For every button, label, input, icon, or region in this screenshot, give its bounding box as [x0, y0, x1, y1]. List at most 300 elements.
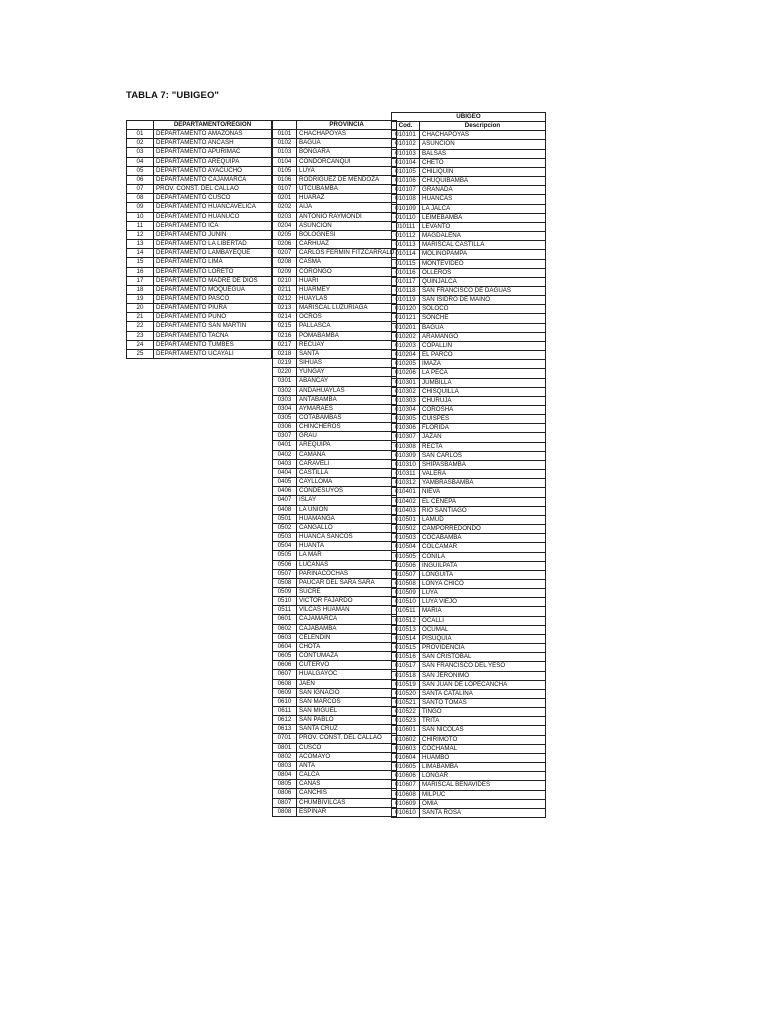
ubigeo-row-code: 010311	[392, 470, 420, 479]
ubigeo-row-code: 010106	[392, 177, 420, 186]
provincia-row-name: CAJAMARCA	[297, 615, 397, 624]
departamento-row-name: DEPARTAMENTO AYACUCHO	[154, 166, 272, 175]
provincia-row-name: HUAMANGA	[297, 514, 397, 523]
ubigeo-row-code: 010603	[392, 744, 420, 753]
ubigeo-row-name: SAN FRANCISCO DEL YESO	[420, 662, 546, 671]
ubigeo-row	[392, 616, 546, 625]
provincia-row	[273, 441, 397, 450]
ubigeo-row-code: 010312	[392, 479, 420, 488]
provincia-row-name: SAN PABLO	[297, 716, 397, 725]
provincia-row-name: BAGUA	[297, 139, 397, 148]
provincia-row	[273, 761, 397, 770]
provincia-row-code: 0217	[273, 340, 297, 349]
provincia-row	[273, 523, 397, 532]
provincia-row	[273, 807, 397, 816]
departamento-row-name: DEPARTAMENTO UCAYALI	[154, 349, 272, 358]
provincia-row-name: CAJABAMBA	[297, 624, 397, 633]
provincia-row-code: 0502	[273, 523, 297, 532]
provincia-row-code: 0209	[273, 267, 297, 276]
ubigeo-row-code: 010302	[392, 387, 420, 396]
departamento-row	[127, 249, 272, 258]
ubigeo-row-name: SAN FRANCISCO DE DAGUAS	[420, 286, 546, 295]
departamento-row-name: PROV. CONST. DEL CALLAO	[154, 185, 272, 194]
ubigeo-row-name: PISUQUIA	[420, 634, 546, 643]
ubigeo-row-code: 010118	[392, 286, 420, 295]
ubigeo-row-code: 010202	[392, 332, 420, 341]
provincia-row-code: 0804	[273, 771, 297, 780]
provincia-row	[273, 386, 397, 395]
ubigeo-row-name: JAZAN	[420, 433, 546, 442]
ubigeo-row-name: LONGAR	[420, 772, 546, 781]
provincia-row-code: 0218	[273, 349, 297, 358]
ubigeo-row-name: LUYA	[420, 589, 546, 598]
ubigeo-row	[392, 415, 546, 424]
departamento-row	[127, 285, 272, 294]
provincia-row-name: SUCRE	[297, 587, 397, 596]
ubigeo-row	[392, 708, 546, 717]
provincia-row-name: ACOMAYO	[297, 752, 397, 761]
ubigeo-row-name: COCHAMAL	[420, 744, 546, 753]
departamento-row-code: 23	[127, 331, 154, 340]
provincia-row-code: 0608	[273, 679, 297, 688]
ubigeo-row	[392, 305, 546, 314]
provincia-row-name: ANTA	[297, 761, 397, 770]
ubigeo-row	[392, 772, 546, 781]
ubigeo-row	[392, 149, 546, 158]
ubigeo-row-name: COROSHA	[420, 406, 546, 415]
provincia-row-name: PALLASCA	[297, 322, 397, 331]
provincia-row-name: MARISCAL LUZURIAGA	[297, 304, 397, 313]
ubigeo-row-name: SAN JERONIMO	[420, 671, 546, 680]
provincia-row-name: ESPINAR	[297, 807, 397, 816]
provincia-row	[273, 130, 397, 139]
ubigeo-row-code: 010109	[392, 204, 420, 213]
departamento-row-name: DEPARTAMENTO LAMBAYEQUE	[154, 249, 272, 258]
departamento-row-name: DEPARTAMENTO LORETO	[154, 267, 272, 276]
ubigeo-row-code: 010105	[392, 167, 420, 176]
departamento-row-name: DEPARTAMENTO TUMBES	[154, 340, 272, 349]
provincia-row-code: 0105	[273, 166, 297, 175]
departamento-row-code: 02	[127, 139, 154, 148]
ubigeo-row-code: 010103	[392, 149, 420, 158]
provincia-row	[273, 496, 397, 505]
provincia-row-code: 0219	[273, 359, 297, 368]
ubigeo-row-code: 010206	[392, 369, 420, 378]
provincia-row	[273, 322, 397, 331]
provincia-row-name: CHINCHEROS	[297, 423, 397, 432]
departamento-row	[127, 331, 272, 340]
provincia-row-name: CELENDIN	[297, 633, 397, 642]
provincia-row-code: 0306	[273, 423, 297, 432]
departamento-row-code: 14	[127, 249, 154, 258]
ubigeo-row-code: 010205	[392, 360, 420, 369]
departamento-row-name: DEPARTAMENTO HUANUCO	[154, 212, 272, 221]
departamento-row-code: 04	[127, 157, 154, 166]
provincia-row	[273, 652, 397, 661]
provincia-row-name: ASUNCION	[297, 221, 397, 230]
ubigeo-row	[392, 653, 546, 662]
ubigeo-row	[392, 442, 546, 451]
ubigeo-row-code: 010601	[392, 726, 420, 735]
ubigeo-row-code: 010402	[392, 497, 420, 506]
departamento-header-code	[127, 121, 154, 130]
ubigeo-row	[392, 561, 546, 570]
ubigeo-row-code: 010523	[392, 717, 420, 726]
ubigeo-row-name: SAN ISIDRO DE MAINO	[420, 296, 546, 305]
ubigeo-super-header: UBIGEO	[392, 113, 546, 122]
provincia-row-code: 0102	[273, 139, 297, 148]
ubigeo-row	[392, 158, 546, 167]
ubigeo-row-code: 010518	[392, 671, 420, 680]
provincia-row-code: 0604	[273, 642, 297, 651]
ubigeo-row	[392, 579, 546, 588]
ubigeo-row	[392, 589, 546, 598]
provincia-row	[273, 148, 397, 157]
provincia-row	[273, 313, 397, 322]
provincia-row-name: HUALGAYOC	[297, 670, 397, 679]
departamento-row-code: 11	[127, 221, 154, 230]
ubigeo-row-code: 010519	[392, 680, 420, 689]
provincia-row	[273, 716, 397, 725]
provincia-row-name: YUNGAY	[297, 368, 397, 377]
departamento-row-code: 19	[127, 294, 154, 303]
provincia-row-name: ABANCAY	[297, 377, 397, 386]
provincia-row-code: 0701	[273, 734, 297, 743]
provincia-row	[273, 752, 397, 761]
ubigeo-row-name: CONILA	[420, 552, 546, 561]
ubigeo-row-name: LONGUITA	[420, 570, 546, 579]
ubigeo-row-code: 010401	[392, 488, 420, 497]
ubigeo-row-name: MONTEVIDEO	[420, 259, 546, 268]
provincia-row	[273, 633, 397, 642]
departamento-row	[127, 194, 272, 203]
provincia-row-name: LUYA	[297, 166, 397, 175]
provincia-row	[273, 267, 397, 276]
departamento-row	[127, 230, 272, 239]
ubigeo-row-name: LAMUD	[420, 515, 546, 524]
provincia-row-name: RODRIGUEZ DE MENDOZA	[297, 175, 397, 184]
provincia-row	[273, 789, 397, 798]
ubigeo-row	[392, 195, 546, 204]
ubigeo-row	[392, 140, 546, 149]
ubigeo-row-name: SAN NICOLAS	[420, 726, 546, 735]
provincia-row-code: 0214	[273, 313, 297, 322]
provincia-row-code: 0204	[273, 221, 297, 230]
provincia-row	[273, 743, 397, 752]
departamento-table	[126, 120, 272, 359]
provincia-row-name: BONGARA	[297, 148, 397, 157]
ubigeo-row	[392, 314, 546, 323]
ubigeo-row-code: 010309	[392, 451, 420, 460]
ubigeo-row-name: SAN JUAN DE LOPECANCHA	[420, 680, 546, 689]
provincia-row-name: HUANTA	[297, 542, 397, 551]
ubigeo-row-name: SOLOCO	[420, 305, 546, 314]
provincia-row-name: CAMANA	[297, 450, 397, 459]
provincia-row-name: PROV. CONST. DEL CALLAO	[297, 734, 397, 743]
departamento-row-code: 12	[127, 230, 154, 239]
ubigeo-row-code: 010117	[392, 277, 420, 286]
provincia-row	[273, 624, 397, 633]
provincia-row-code: 0305	[273, 414, 297, 423]
ubigeo-row-code: 010510	[392, 598, 420, 607]
departamento-row	[127, 166, 272, 175]
ubigeo-row-name: SHIPASBAMBA	[420, 460, 546, 469]
provincia-row-name: HUANCA SANCOS	[297, 533, 397, 542]
provincia-row-name: CASTILLA	[297, 468, 397, 477]
ubigeo-row-code: 010516	[392, 653, 420, 662]
provincia-row-name: VICTOR FAJARDO	[297, 597, 397, 606]
ubigeo-row-code: 010116	[392, 268, 420, 277]
ubigeo-row-name: LUYA VIEJO	[420, 598, 546, 607]
departamento-row-name: DEPARTAMENTO HUANCAVELICA	[154, 203, 272, 212]
provincia-row-code: 0509	[273, 587, 297, 596]
provincia-row	[273, 285, 397, 294]
provincia-row-code: 0503	[273, 533, 297, 542]
departamento-row-code: 15	[127, 258, 154, 267]
provincia-row-code: 0220	[273, 368, 297, 377]
departamento-row	[127, 185, 272, 194]
departamento-row	[127, 276, 272, 285]
departamento-row-name: DEPARTAMENTO ANCASH	[154, 139, 272, 148]
ubigeo-row	[392, 433, 546, 442]
provincia-row	[273, 606, 397, 615]
provincia-row-code: 0801	[273, 743, 297, 752]
provincia-row-code: 0803	[273, 761, 297, 770]
provincia-row-name: CUTERVO	[297, 661, 397, 670]
provincia-row-code: 0612	[273, 716, 297, 725]
ubigeo-row-name: SAN CRISTOBAL	[420, 653, 546, 662]
provincia-row-code: 0304	[273, 404, 297, 413]
provincia-row-name: ANTABAMBA	[297, 395, 397, 404]
ubigeo-row-name: IMAZA	[420, 360, 546, 369]
provincia-row	[273, 578, 397, 587]
departamento-row-code: 13	[127, 240, 154, 249]
ubigeo-row	[392, 506, 546, 515]
provincia-row-code: 0211	[273, 285, 297, 294]
provincia-row	[273, 194, 397, 203]
ubigeo-row-code: 010305	[392, 415, 420, 424]
provincia-row	[273, 175, 397, 184]
provincia-row-code: 0606	[273, 661, 297, 670]
ubigeo-header-desc: Descripcion	[420, 122, 546, 131]
ubigeo-row-name: EL CENEPA	[420, 497, 546, 506]
ubigeo-row	[392, 186, 546, 195]
departamento-row	[127, 157, 272, 166]
provincia-row-code: 0408	[273, 505, 297, 514]
ubigeo-row-code: 010108	[392, 195, 420, 204]
departamento-row-name: DEPARTAMENTO SAN MARTIN	[154, 322, 272, 331]
ubigeo-row-code: 010301	[392, 378, 420, 387]
ubigeo-row-name: HUAMBO	[420, 753, 546, 762]
ubigeo-row-name: LEVANTO	[420, 222, 546, 231]
provincia-row	[273, 569, 397, 578]
provincia-row	[273, 212, 397, 221]
provincia-row	[273, 230, 397, 239]
ubigeo-row-code: 010101	[392, 131, 420, 140]
provincia-row-name: CALCA	[297, 771, 397, 780]
provincia-row-name: BOLOGNESI	[297, 230, 397, 239]
provincia-row-code: 0203	[273, 212, 297, 221]
ubigeo-row-name: NIEVA	[420, 488, 546, 497]
ubigeo-row	[392, 689, 546, 698]
ubigeo-row-code: 010121	[392, 314, 420, 323]
ubigeo-row-name: SAN CARLOS	[420, 451, 546, 460]
provincia-row-code: 0511	[273, 606, 297, 615]
ubigeo-row-code: 010306	[392, 424, 420, 433]
departamento-row-code: 10	[127, 212, 154, 221]
ubigeo-row-code: 010115	[392, 259, 420, 268]
departamento-row	[127, 212, 272, 221]
departamento-row	[127, 349, 272, 358]
ubigeo-row-name: OCUMAL	[420, 625, 546, 634]
ubigeo-row-name: ASUNCION	[420, 140, 546, 149]
ubigeo-row	[392, 781, 546, 790]
provincia-table	[272, 120, 397, 817]
ubigeo-row-code: 010504	[392, 543, 420, 552]
ubigeo-row-code: 010110	[392, 213, 420, 222]
departamento-row	[127, 322, 272, 331]
ubigeo-row-name: HUANCAS	[420, 195, 546, 204]
ubigeo-row-name: ARAMANGO	[420, 332, 546, 341]
departamento-row-name: DEPARTAMENTO PASCO	[154, 294, 272, 303]
ubigeo-row-code: 010521	[392, 699, 420, 708]
provincia-row-name: LA UNION	[297, 505, 397, 514]
provincia-row	[273, 642, 397, 651]
ubigeo-row-name: RECTA	[420, 442, 546, 451]
ubigeo-row	[392, 644, 546, 653]
provincia-row-name: PAUCAR DEL SARA SARA	[297, 578, 397, 587]
ubigeo-row	[392, 406, 546, 415]
departamento-row	[127, 139, 272, 148]
departamento-row-name: DEPARTAMENTO JUNIN	[154, 230, 272, 239]
provincia-row	[273, 221, 397, 230]
provincia-row	[273, 349, 397, 358]
provincia-row	[273, 423, 397, 432]
departamento-row	[127, 267, 272, 276]
ubigeo-row-name: SANTA ROSA	[420, 808, 546, 817]
provincia-row	[273, 725, 397, 734]
ubigeo-row	[392, 790, 546, 799]
ubigeo-row-name: BAGUA	[420, 323, 546, 332]
departamento-row-name: DEPARTAMENTO TACNA	[154, 331, 272, 340]
provincia-row	[273, 697, 397, 706]
provincia-row-code: 0210	[273, 276, 297, 285]
provincia-row-code: 0404	[273, 468, 297, 477]
departamento-row-code: 03	[127, 148, 154, 157]
ubigeo-row	[392, 451, 546, 460]
provincia-row-code: 0213	[273, 304, 297, 313]
ubigeo-row-name: SANTA CATALINA	[420, 689, 546, 698]
provincia-row	[273, 395, 397, 404]
ubigeo-row	[392, 680, 546, 689]
ubigeo-row	[392, 213, 546, 222]
provincia-row-name: COTABAMBAS	[297, 414, 397, 423]
provincia-row-name: CONDORCANQUI	[297, 157, 397, 166]
ubigeo-row-code: 010513	[392, 625, 420, 634]
ubigeo-row-code: 010107	[392, 186, 420, 195]
provincia-row	[273, 551, 397, 560]
ubigeo-row-name: FLORIDA	[420, 424, 546, 433]
provincia-row-code: 0609	[273, 688, 297, 697]
ubigeo-row	[392, 378, 546, 387]
ubigeo-row-code: 010609	[392, 799, 420, 808]
provincia-row-name: SANTA CRUZ	[297, 725, 397, 734]
ubigeo-row-code: 010114	[392, 250, 420, 259]
provincia-row	[273, 139, 397, 148]
ubigeo-table	[391, 112, 546, 818]
provincia-row-name: CANGALLO	[297, 523, 397, 532]
provincia-row-name: CHACHAPOYAS	[297, 130, 397, 139]
departamento-row	[127, 203, 272, 212]
provincia-row-code: 0101	[273, 130, 297, 139]
provincia-row-name: HUARAZ	[297, 194, 397, 203]
ubigeo-row-name: QUINJALCA	[420, 277, 546, 286]
provincia-row-name: LA MAR	[297, 551, 397, 560]
ubigeo-row	[392, 662, 546, 671]
ubigeo-row-name: OMIA	[420, 799, 546, 808]
provincia-row-name: SAN IGNACIO	[297, 688, 397, 697]
provincia-row-name: CANAS	[297, 780, 397, 789]
ubigeo-row-name: LA JALCA	[420, 204, 546, 213]
provincia-row	[273, 157, 397, 166]
ubigeo-row	[392, 369, 546, 378]
provincia-row-code: 0802	[273, 752, 297, 761]
provincia-row-name: SAN MIGUEL	[297, 707, 397, 716]
ubigeo-row-name: OLLEROS	[420, 268, 546, 277]
provincia-row	[273, 331, 397, 340]
ubigeo-row-name: COPALLIN	[420, 341, 546, 350]
ubigeo-row-name: MARISCAL BENAVIDES	[420, 781, 546, 790]
departamento-row	[127, 221, 272, 230]
ubigeo-row	[392, 735, 546, 744]
ubigeo-row	[392, 277, 546, 286]
ubigeo-row-name: CHURUJA	[420, 396, 546, 405]
provincia-row-code: 0103	[273, 148, 297, 157]
provincia-header-code	[273, 121, 297, 130]
departamento-row	[127, 340, 272, 349]
ubigeo-row-code: 010310	[392, 460, 420, 469]
provincia-row-code: 0405	[273, 478, 297, 487]
provincia-row	[273, 780, 397, 789]
ubigeo-row-code: 010606	[392, 772, 420, 781]
ubigeo-row-code: 010608	[392, 790, 420, 799]
departamento-row-name: DEPARTAMENTO LA LIBERTAD	[154, 240, 272, 249]
ubigeo-row	[392, 726, 546, 735]
provincia-row	[273, 468, 397, 477]
ubigeo-row-code: 010503	[392, 534, 420, 543]
ubigeo-row-code: 010505	[392, 552, 420, 561]
provincia-row-code: 0602	[273, 624, 297, 633]
ubigeo-row-code: 010102	[392, 140, 420, 149]
ubigeo-row	[392, 396, 546, 405]
ubigeo-row-name: RIO SANTIAGO	[420, 506, 546, 515]
provincia-row	[273, 679, 397, 688]
ubigeo-row-name: OCALLI	[420, 616, 546, 625]
ubigeo-row-code: 010607	[392, 781, 420, 790]
ubigeo-row	[392, 625, 546, 634]
departamento-row-code: 24	[127, 340, 154, 349]
provincia-row-code: 0505	[273, 551, 297, 560]
provincia-row-name: CARAVELI	[297, 459, 397, 468]
provincia-row-name: CORONGO	[297, 267, 397, 276]
ubigeo-row-code: 010112	[392, 232, 420, 241]
departamento-row-code: 21	[127, 313, 154, 322]
provincia-row-code: 0205	[273, 230, 297, 239]
ubigeo-row-code: 010304	[392, 406, 420, 415]
departamento-header: DEPARTAMENTO/REGION	[154, 121, 272, 130]
table-title: TABLA 7: "UBIGEO"	[126, 90, 220, 101]
provincia-row	[273, 203, 397, 212]
